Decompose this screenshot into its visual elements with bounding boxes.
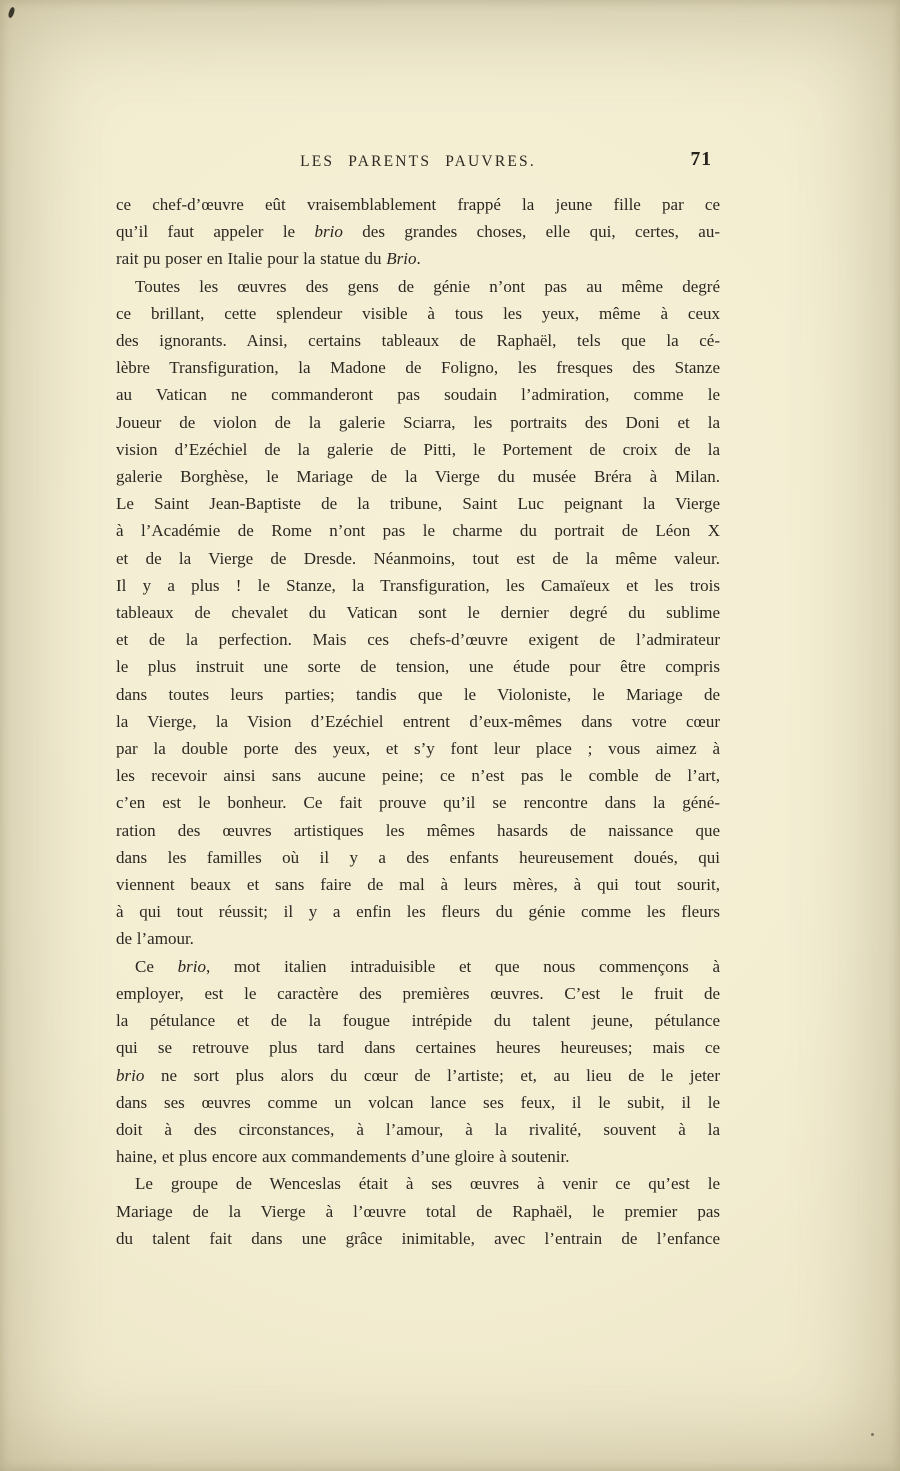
text-line: haine, et plus encore aux commandements d’une gloire à soutenir.	[116, 1147, 570, 1167]
text-line: rait pu poser en Italie pour la statue du Brio.	[116, 249, 421, 269]
text-line: des ignorants. Ainsi, certains tableaux de Raphaël, tels que la cé-	[116, 331, 720, 351]
paragraph	[116, 1170, 720, 1252]
text-line: par la double porte des yeux, et s’y font leur place ; vous aimez à	[116, 739, 720, 759]
running-title: LES PARENTS PAUVRES.	[300, 153, 536, 170]
scan-artifact	[7, 6, 15, 18]
text-line: à qui tout réussit; il y a enfin les fleurs du génie comme les fleurs	[116, 902, 720, 922]
text-line: dans toutes leurs parties; tandis que le Violoniste, le Mariage de	[116, 684, 720, 704]
scan-artifact	[871, 1433, 874, 1436]
text-line: viennent beaux et sans faire de mal à leurs mères, à qui tout sourit,	[116, 875, 720, 895]
text-line: à l’Académie de Rome n’ont pas le charme du portrait de Léon X	[116, 521, 720, 541]
text-line: de l’amour.	[116, 929, 194, 949]
text-line: la pétulance et de la fougue intrépide du talent jeune, pétulance	[116, 1011, 720, 1031]
text-line: c’en est le bonheur. Ce fait prouve qu’il se rencontre dans la géné-	[116, 793, 720, 813]
text-line: du talent fait dans une grâce inimitable, avec l’entrain de l’enfance	[116, 1228, 720, 1248]
page-number: 71	[690, 149, 712, 170]
text-line: au Vatican ne commanderont pas soudain l’admiration, comme le	[116, 385, 720, 405]
text-line: dans les familles où il y a des enfants heureusement doués, qui	[116, 847, 720, 867]
text-line: lèbre Transfiguration, la Madone de Foligno, les fresques des Stanze	[116, 358, 720, 378]
text-line: ration des œuvres artistiques les mêmes hasards de naissance que	[116, 820, 720, 840]
paragraph	[116, 273, 720, 953]
page-content	[116, 0, 720, 1252]
text-line: le plus instruit une sorte de tension, une étude pour être compris	[116, 657, 720, 677]
text-line: et de la Vierge de Dresde. Néanmoins, tout est de la même valeur.	[116, 548, 720, 568]
text-line: Il y a plus ! le Stanze, la Transfiguration, les Camaïeux et les trois	[116, 575, 720, 595]
text-line: employer, est le caractère des premières œuvres. C’est le fruit de	[116, 983, 720, 1003]
text-line: Mariage de la Vierge à l’œuvre total de Raphaël, le premier pas	[116, 1201, 720, 1221]
text-line: tableaux de chevalet du Vatican sont le dernier degré du sublime	[116, 603, 720, 623]
page-body	[116, 191, 720, 1252]
text-line: dans ses œuvres comme un volcan lance ses feux, il le subit, il le	[116, 1092, 720, 1112]
text-line: Le Saint Jean-Baptiste de la tribune, Saint Luc peignant la Vierge	[116, 494, 720, 514]
text-line: les recevoir ainsi sans aucune peine; ce n’est pas le comble de l’art,	[116, 766, 720, 786]
text-line: et de la perfection. Mais ces chefs-d’œuvre exigent de l’admirateur	[116, 630, 720, 650]
text-line: doit à des circonstances, à l’amour, à la rivalité, souvent à la	[116, 1119, 720, 1139]
text-line: qui se retrouve plus tard dans certaines heures heureuses; mais ce	[116, 1038, 720, 1058]
text-line: Joueur de violon de la galerie Sciarra, les portraits des Doni et la	[116, 412, 720, 432]
paragraph	[116, 953, 720, 1171]
text-line: qu’il faut appeler le brio des grandes choses, elle qui, certes, au-	[116, 222, 720, 242]
text-line: galerie Borghèse, le Mariage de la Vierge du musée Bréra à Milan.	[116, 467, 720, 487]
text-line: ce chef-d’œuvre eût vraisemblablement frappé la jeune fille par ce	[116, 195, 720, 214]
paragraph	[116, 191, 720, 273]
text-line: Toutes les œuvres des gens de génie n’ont pas au même degré	[135, 276, 720, 296]
text-line: la Vierge, la Vision d’Ezéchiel entrent d’eux-mêmes dans votre cœur	[116, 711, 720, 731]
text-line: vision d’Ezéchiel de la galerie de Pitti, le Portement de croix de la	[116, 439, 720, 459]
text-line: brio ne sort plus alors du cœur de l’artiste; et, au lieu de le jeter	[116, 1065, 720, 1085]
page-header	[116, 149, 720, 177]
text-line: Ce brio, mot italien intraduisible et que nous commençons à	[135, 956, 720, 976]
text-line: Le groupe de Wenceslas était à ses œuvres à venir ce qu’est le	[135, 1174, 720, 1194]
text-line: ce brillant, cette splendeur visible à tous les yeux, même à ceux	[116, 303, 720, 323]
